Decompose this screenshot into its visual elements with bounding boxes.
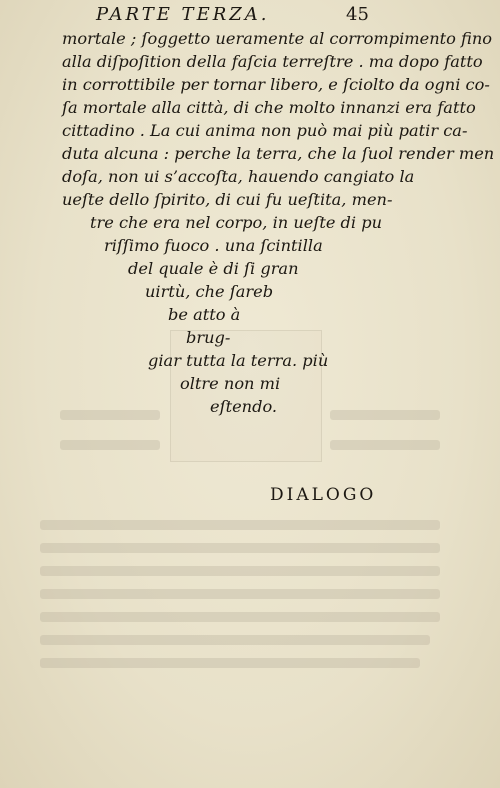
text-line: ſa mortale alla città, di che molto innanzi era fatto — [62, 98, 476, 117]
text-line: be atto à — [168, 305, 241, 324]
text-line: cittadino . La cui anima non può mai più patir ca- — [62, 121, 468, 140]
bleed-line — [330, 440, 440, 450]
page-number: 45 — [346, 4, 369, 25]
text-line: tre che era nel corpo, in ueſte di pu — [90, 213, 383, 232]
text-line: duta alcuna : perche la terra, che la ſuol render men — [62, 144, 495, 163]
text-line: in corrottibile per tornar libero, e ſciolto da ogni co- — [62, 75, 490, 94]
bleed-line — [40, 520, 440, 530]
text-line: oltre non mi — [180, 374, 281, 393]
bleed-line — [40, 543, 440, 553]
bleed-line — [60, 440, 160, 450]
text-line: uirtù, che ſareb — [145, 282, 274, 301]
text-line: eſtendo. — [210, 397, 278, 416]
text-line: alla diſpoſition della faſcia terreſtre . ma dopo fatto — [62, 52, 483, 71]
bleed-line — [60, 410, 160, 420]
text-line: del quale è di ſi gran — [128, 259, 299, 278]
running-title: PARTE TERZA. — [96, 4, 270, 25]
text-line: doſa, non ui s’accoſta, hauendo cangiato la — [62, 167, 415, 186]
text-line: brug- — [186, 328, 231, 347]
bleed-line — [40, 566, 440, 576]
bleed-line — [40, 658, 420, 668]
text-line: mortale ; ſoggetto ueramente al corrompimento fino — [62, 29, 493, 48]
bleed-line — [40, 589, 440, 599]
text-line: ueſte dello ſpirito, di cui fu ueſtita, men- — [62, 190, 393, 209]
catchword: DIALOGO — [270, 485, 377, 505]
bleed-line — [40, 635, 430, 645]
bleed-line — [40, 612, 440, 622]
text-line: riſſimo fuoco . una ſcintilla — [104, 236, 323, 255]
bleed-line — [330, 410, 440, 420]
text-line: giar tutta la terra. più — [148, 351, 329, 370]
